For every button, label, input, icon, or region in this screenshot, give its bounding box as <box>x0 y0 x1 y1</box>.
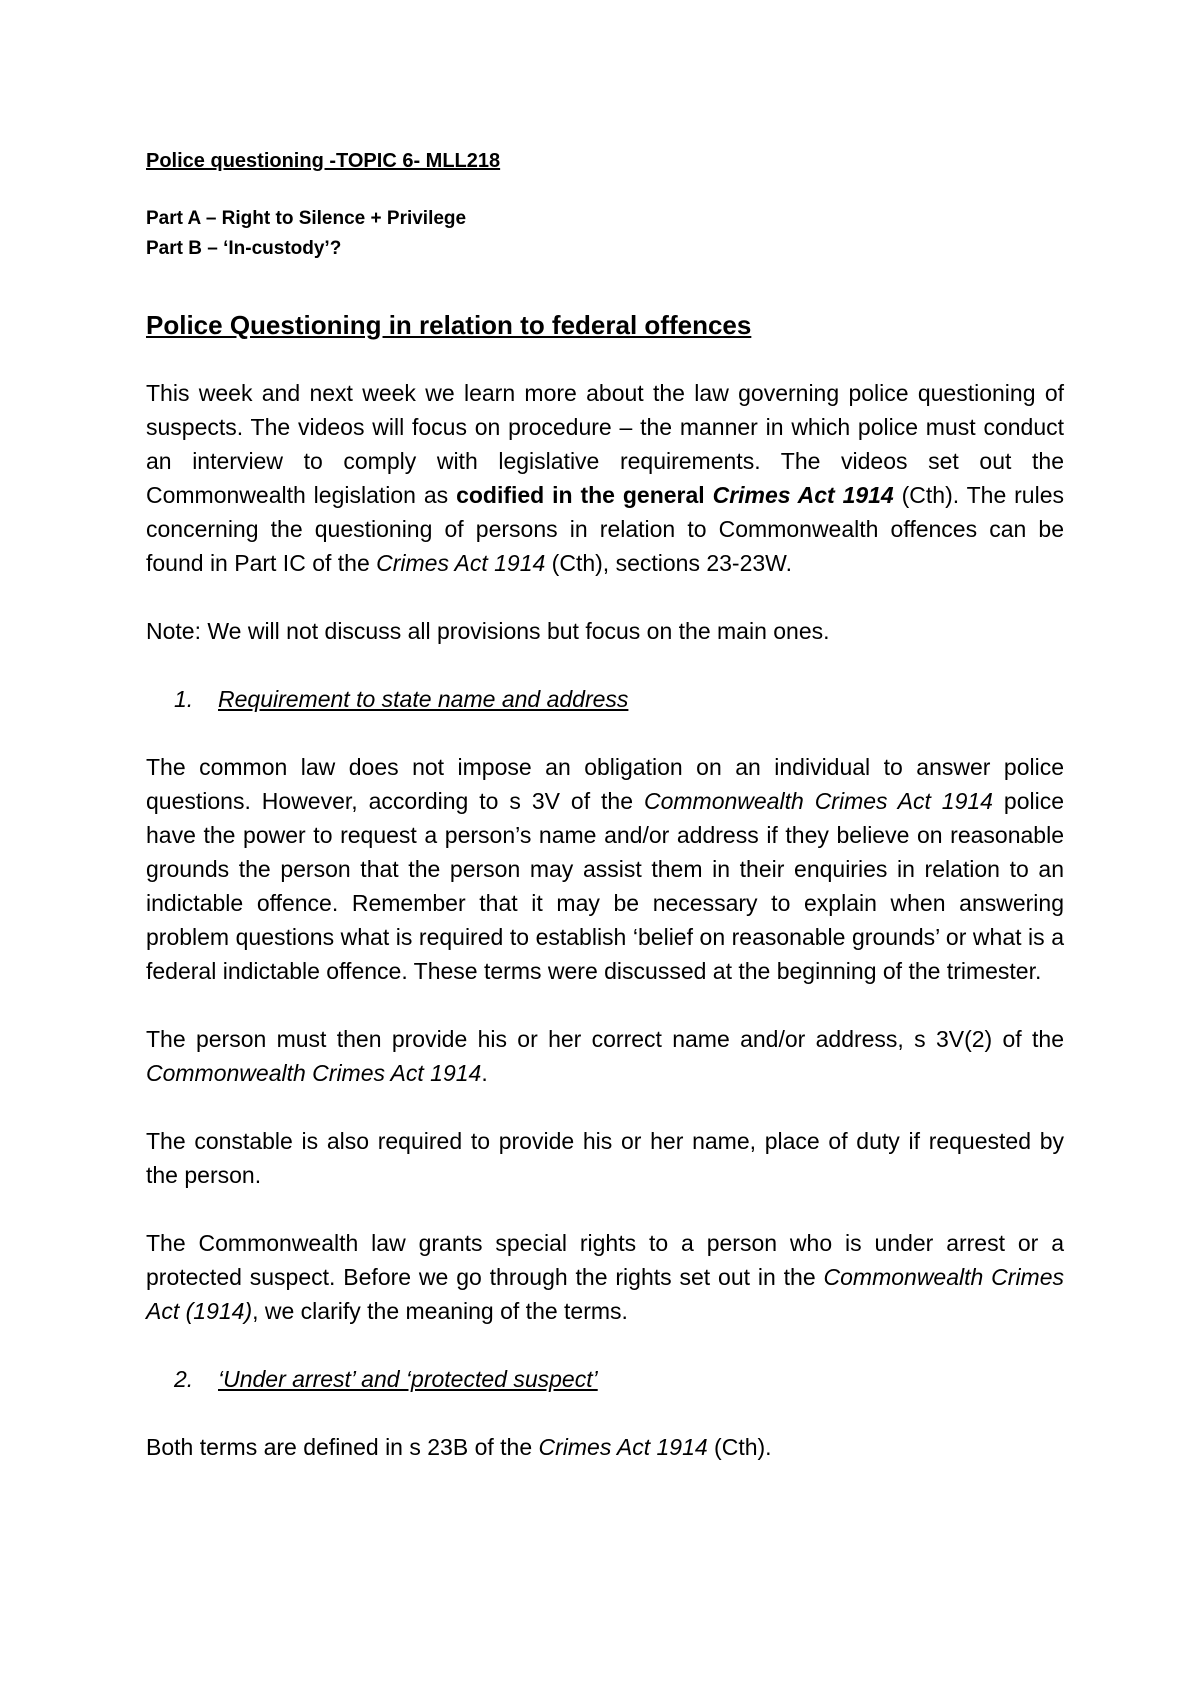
document-title: Police questioning -TOPIC 6- MLL218 <box>146 150 501 172</box>
heading-item-2: 2. ‘Under arrest’ and ‘protected suspect’ <box>174 1366 598 1392</box>
part-a-line: Part A – Right to Silence + Privilege <box>146 208 467 229</box>
name-address-paragraph: The common law does not impose an obligation on an individual to answer police questions. However, according to s 3V of the Commonwealth Crimes Act 1914 police have the power to request a person’s name and/or address if they believe on reasonable grounds the person that the person may assist them in their enquiries in relation to an indictable offence. Remember that it may be necessary to explain when answering problem questions what is required to establish ‘belief on reasonable grounds’ or what is a federal indictable offence. These terms were discussed at the beginning of the trimester. <box>146 754 1065 984</box>
special-rights-paragraph: The Commonwealth law grants special rights to a person who is under arrest or a protected suspect. Before we go through the rights set out in the Commonwealth Crimes Act (1914), we clarify the meaning of the terms. <box>146 1230 1065 1324</box>
definitions-paragraph: Both terms are defined in s 23B of the Crimes Act 1914 (Cth). <box>146 1434 772 1460</box>
note-paragraph: Note: We will not discuss all provisions but focus on the main ones. <box>146 618 830 644</box>
parts-list <box>146 204 1064 264</box>
document-body <box>146 148 1064 1498</box>
provide-name-paragraph: The person must then provide his or her correct name and/or address, s 3V(2) of the Commonwealth Crimes Act 1914. <box>146 1026 1064 1086</box>
constable-paragraph: The constable is also required to provide his or her name, place of duty if requested by the person. <box>146 1128 1064 1188</box>
part-b-line: Part B – ‘In-custody’? <box>146 238 342 259</box>
heading-item-1: 1. Requirement to state name and address <box>174 686 629 712</box>
intro-paragraph: This week and next week we learn more about the law governing police questioning of suspects. The videos will focus on procedure – the manner in which police must conduct an interview to comply with legislative requirements. The videos set out the Commonwealth legislation as codified in the general Crimes Act 1914 (Cth). The rules concerning the questioning of persons in relation to Commonwealth offences can be found in Part IC of the Crimes Act 1914 (Cth), sections 23-23W. <box>146 380 1064 576</box>
section-heading: Police Questioning in relation to federal offences <box>146 310 752 340</box>
